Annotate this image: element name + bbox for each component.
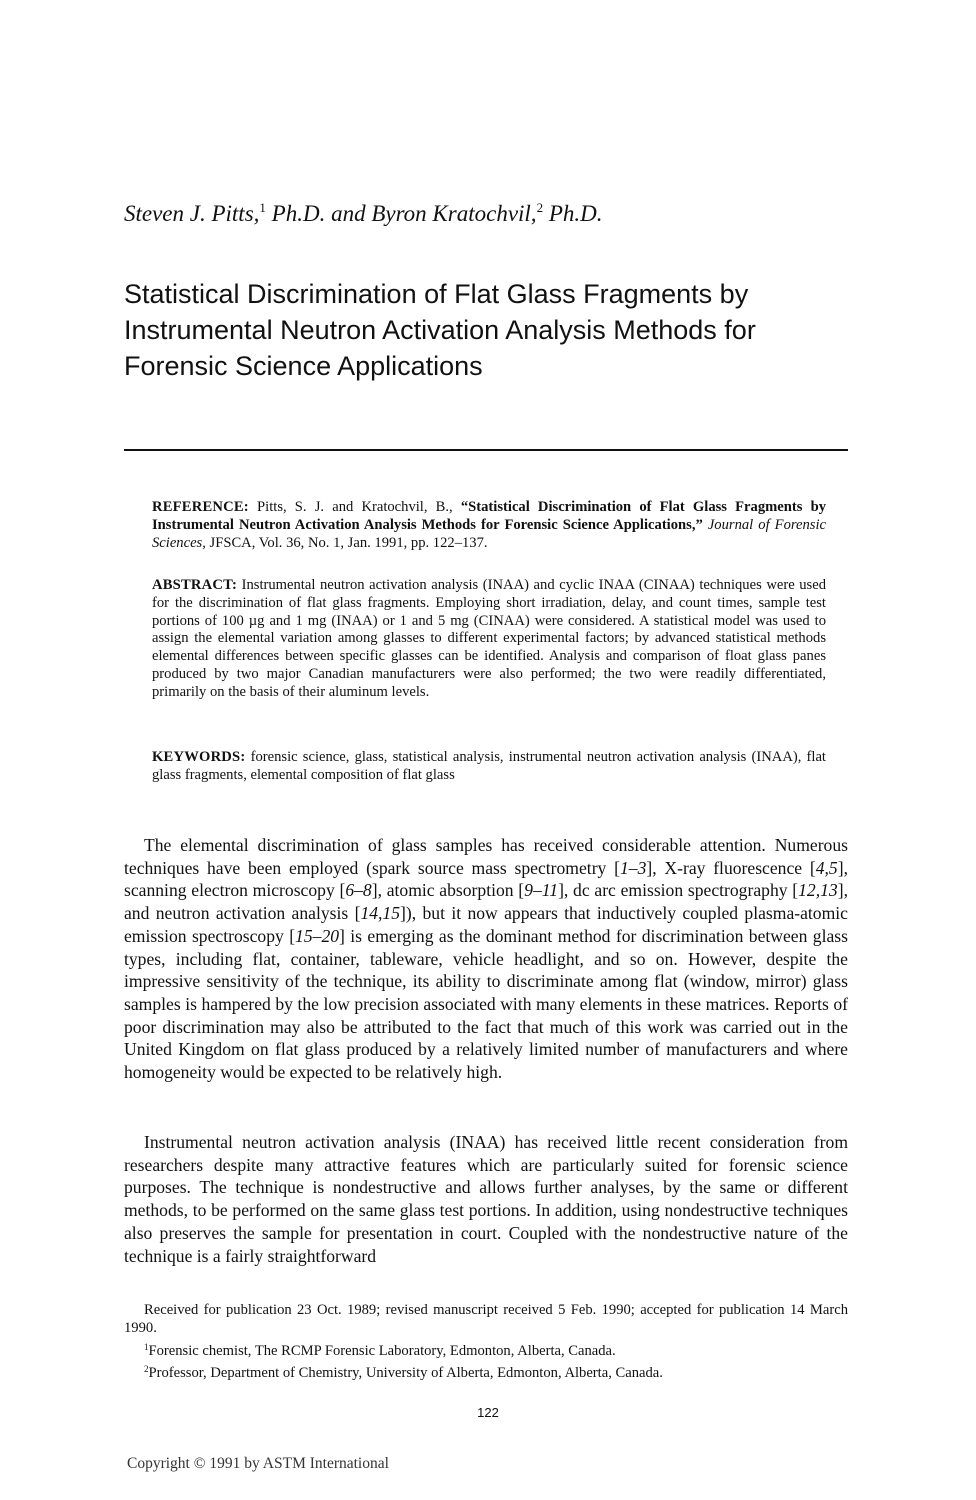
footnote-1-mark: 1 [144,1341,149,1352]
author-2-degree: Ph.D. [543,201,603,226]
body-text-run: ], X-ray fluorescence [ [646,857,816,878]
reference-authors: Pitts, S. J. and Kratochvil, B., [248,499,461,515]
title-line-3: Forensic Science Applications [124,351,483,381]
author-1-footnote-mark: 1 [259,200,266,215]
author-2-name: Byron Kratochvil, [371,201,537,226]
citation: 4,5 [815,857,838,878]
citation: 9–11 [524,880,559,901]
footnote-2 [124,1360,848,1382]
footnote-1 [124,1338,848,1360]
title-line-1: Statistical Discrimination of Flat Glass Fragments by [124,279,749,309]
reference-label: REFERENCE: [152,499,249,515]
author-line [124,193,864,229]
body-text-run: ]), but it now appears that inductively coupled plasma-atomic emission spectroscopy [ [124,903,848,946]
body-text-run: ], scanning electron microscopy [ [124,857,848,901]
author-1-degree: Ph.D. and [265,201,372,226]
keywords-block [152,749,826,785]
body-paragraph-1 [124,834,848,1084]
footnote-2-text: Professor, Department of Chemistry, University of Alberta, Edmonton, Alberta, Canada. [148,1365,663,1382]
keywords-label: KEYWORDS: [152,749,246,765]
title-divider [124,449,848,451]
citation: 6–8 [345,880,372,901]
body-paragraph-2: Instrumental neutron activation analysis (INAA) has received little recent consideration from researchers despite many attractive features which are particularly suited for forensic science purposes. The technique is nondestructive and allows further analyses, by the same or different methods, to be performed on the same glass test portions. In addition, using nondestructive techniques also preserves the sample for presentation in court. Coupled with the nondestructive nature of the technique is a fairly straightforward [124,1132,848,1266]
citation: 15–20 [295,925,340,946]
reference-journal: Journal of Forensic Sciences, [152,516,827,551]
body-text-run: ] is emerging as the dominant method for discrimination between glass types, including flat, container, tableware, vehicle headlight, and so on. However, despite the impressive sensitivity of the technique, its ability to discriminate among flat (window, mirror) glass samples is hampered by the low precision associated with many elements in these matrices. Reports of poor discrimination may also be attributed to the fact that much of this work was carried out in the United Kingdom on flat glass produced by a relatively limited number of manufacturers and where homogeneity would be expected to be relatively high. [124,925,848,1083]
footnote-1-text: Forensic chemist, The RCMP Forensic Laboratory, Edmonton, Alberta, Canada. [148,1342,616,1359]
reference-article-title: “Statistical Discrimination of Flat Glass Fragments by Instrumental Neutron Activation Analysis Methods for Forensic Science Applications,” [152,499,826,533]
paper-title [124,276,864,384]
body-text-run: The elemental discrimination of glass samples has received considerable attention. Numerous techniques have been employed (spark source mass spectrometry [ [124,835,848,878]
body-text-run: ], dc arc emission spectrography [ [558,880,799,901]
footnote-2-mark: 2 [144,1364,149,1375]
author-2-footnote-mark: 2 [536,200,544,215]
body-text-run: ], and neutron activation analysis [ [124,880,848,924]
body-text-run: ], atomic absorption [ [371,880,525,901]
publication-history: Received for publication 23 Oct. 1989; revised manuscript received 5 Feb. 1990; accepted for publication 14 March 1990. [124,1302,848,1337]
footnotes [124,1301,848,1383]
abstract-text: Instrumental neutron activation analysis (INAA) and cyclic INAA (CINAA) techniques were used for the discrimination of flat glass fragments. Employing short irradiation, delay, and count times, sample test portions of 100 µg and 1 mg (INAA) or 1 and 5 mg (CINAA) were considered. A statistical model was used to assign the elemental variation among glasses to different experimental factors; by advanced statistical methods elemental differences between specific glasses can be identified. Analysis and comparison of float glass panes produced by two major Canadian manufacturers were also performed; the two were readily differentiated, primarily on the basis of their aluminum levels. [152,577,826,700]
abstract-label: ABSTRACT: [152,577,238,593]
keywords-text: forensic science, glass, statistical analysis, instrumental neutron activation analysis (INAA), flat glass fragments, elemental composition of flat glass [152,749,826,783]
reference-block [152,499,826,552]
copyright-notice: Copyright © 1991 by ASTM International [127,1455,389,1472]
reference-details: JFSCA, Vol. 36, No. 1, Jan. 1991, pp. 122–137. [205,534,488,551]
citation: 14,15 [360,903,401,924]
citation: 1–3 [619,857,647,878]
citation: 12,13 [798,880,838,901]
page-number: 122 [477,1405,499,1420]
author-1-name: Steven J. Pitts, [124,201,260,226]
abstract-block [152,577,826,702]
title-line-2: Instrumental Neutron Activation Analysis Methods for [124,315,756,345]
